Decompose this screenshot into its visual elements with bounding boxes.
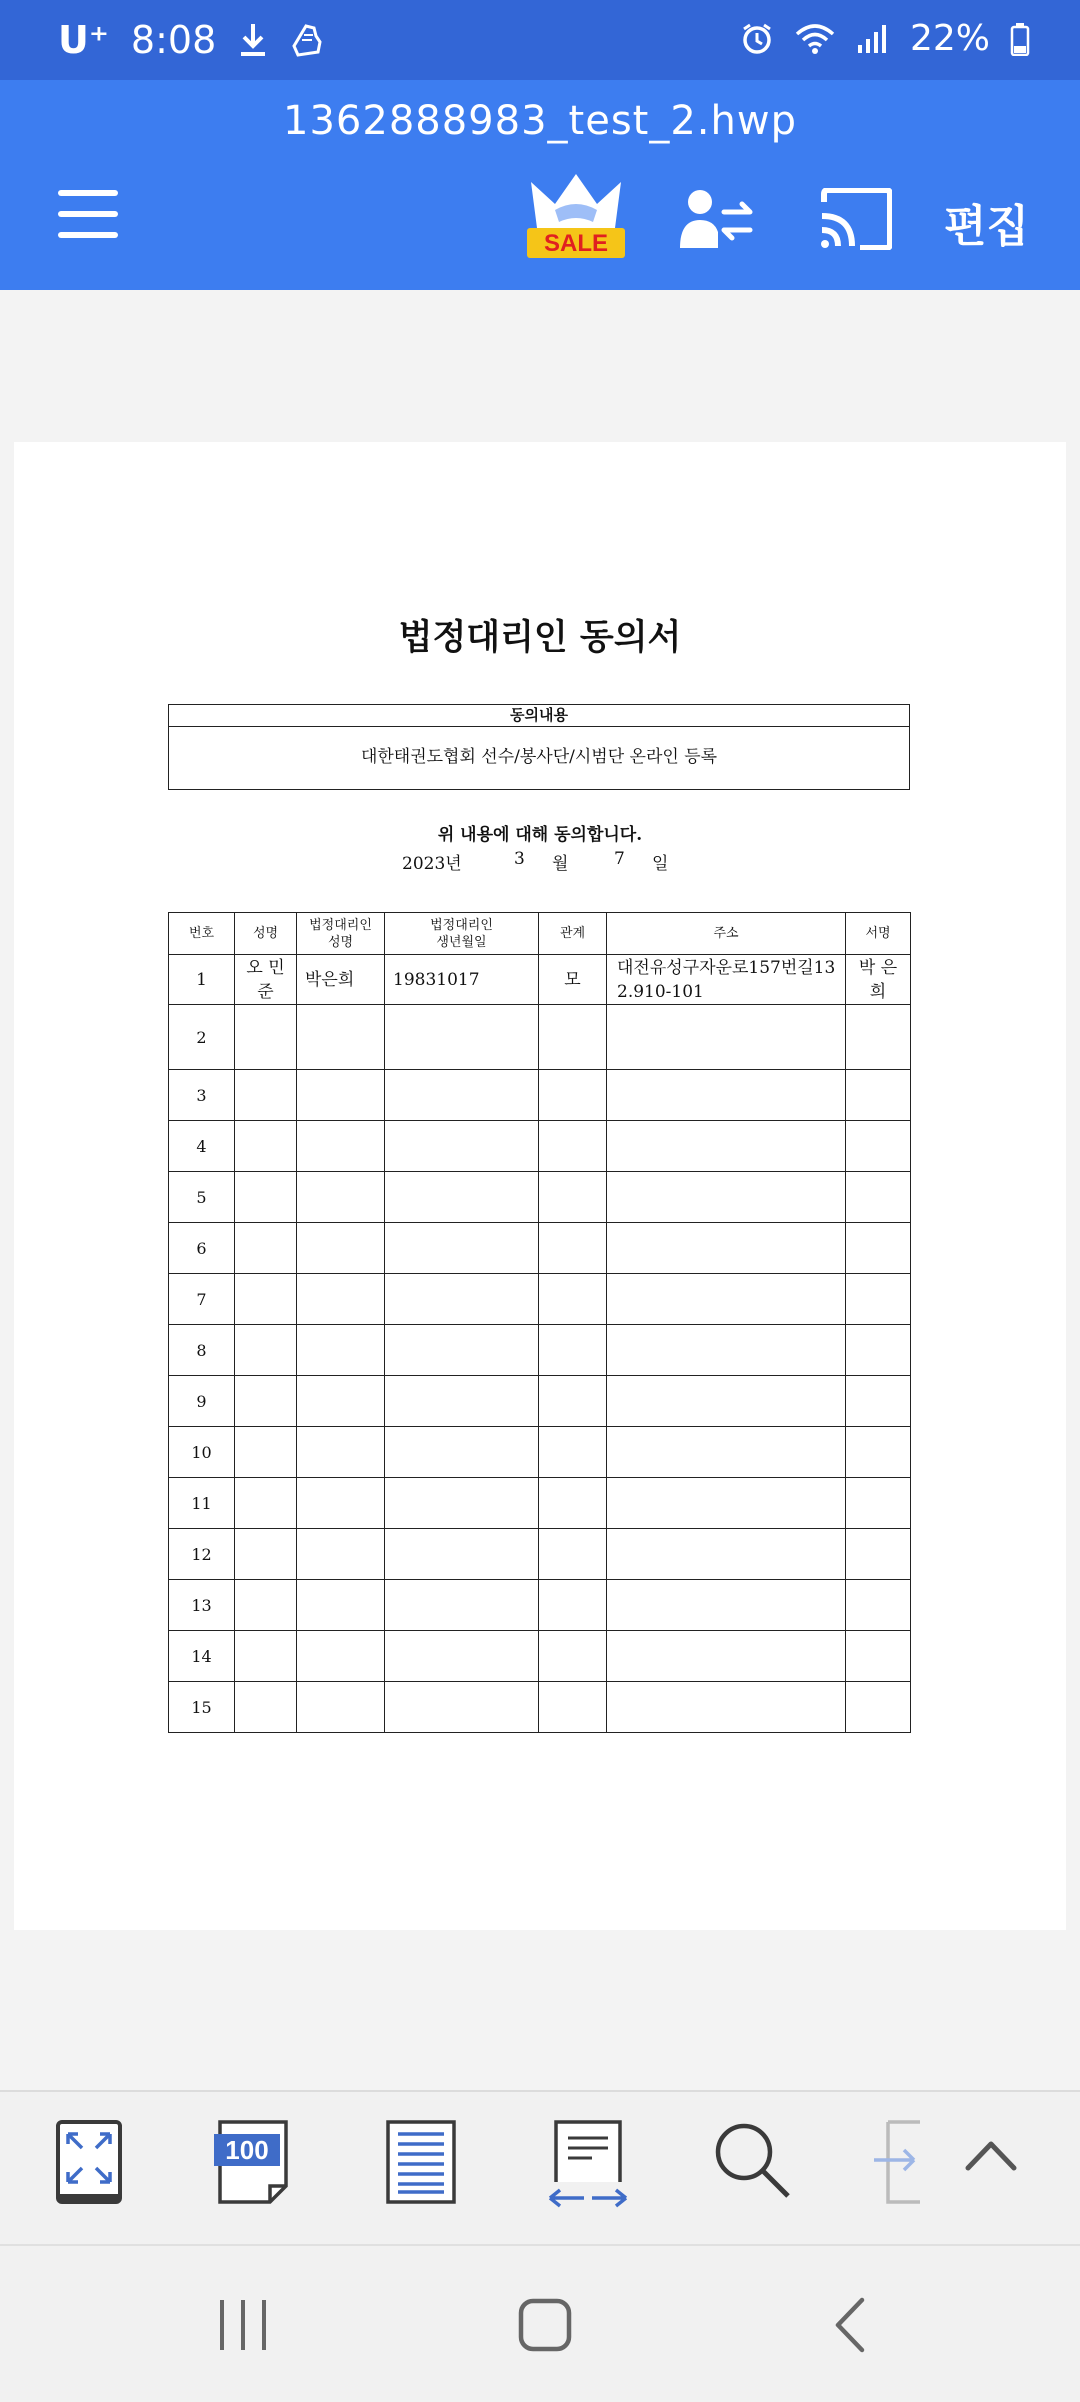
cell-relation bbox=[539, 1631, 607, 1682]
cell-name bbox=[235, 1427, 297, 1478]
fit-screen-icon bbox=[56, 2120, 122, 2204]
table-body bbox=[169, 955, 911, 1733]
page-width-button[interactable] bbox=[546, 2120, 630, 2216]
cell-signature bbox=[846, 1529, 911, 1580]
cell-guardian-name bbox=[297, 1005, 385, 1070]
cell-number: 9 bbox=[169, 1376, 235, 1427]
table-row bbox=[169, 1580, 911, 1631]
date-year: 2023년 bbox=[402, 854, 462, 874]
cell-address bbox=[607, 1223, 846, 1274]
cell-guardian-name bbox=[297, 1121, 385, 1172]
share-user-button[interactable] bbox=[680, 188, 754, 252]
cell-signature bbox=[846, 1682, 911, 1733]
table-row bbox=[169, 1682, 911, 1733]
table-row bbox=[169, 1223, 911, 1274]
cell-guardian-birth bbox=[385, 1223, 539, 1274]
cell-guardian-name bbox=[297, 1172, 385, 1223]
agree-text: 위 내용에 대해 동의합니다. bbox=[437, 825, 643, 845]
page-nav-icon bbox=[874, 2120, 920, 2204]
cell-guardian-birth bbox=[385, 1478, 539, 1529]
cell-relation bbox=[539, 1682, 607, 1733]
cell-signature bbox=[846, 1223, 911, 1274]
date-month: 3 bbox=[514, 849, 525, 869]
home-icon bbox=[518, 2298, 572, 2352]
cell-guardian-name bbox=[297, 1478, 385, 1529]
table-row bbox=[169, 1631, 911, 1682]
table-row bbox=[169, 1172, 911, 1223]
page-view-button[interactable] bbox=[386, 2120, 456, 2208]
date-line bbox=[402, 849, 668, 874]
cell-guardian-birth: 19831017 bbox=[385, 955, 539, 1005]
cell-address bbox=[607, 1580, 846, 1631]
cell-guardian-name: 박은희 bbox=[297, 955, 385, 1005]
header-signature: 서명 bbox=[846, 913, 911, 955]
cell-address bbox=[607, 1274, 846, 1325]
cell-guardian-birth bbox=[385, 1376, 539, 1427]
app-bar bbox=[0, 80, 1080, 290]
cell-guardian-birth bbox=[385, 1274, 539, 1325]
status-bar bbox=[0, 0, 1080, 80]
document-title: 법정대리인 동의서 bbox=[398, 617, 682, 658]
battery-icon bbox=[1010, 22, 1030, 56]
sale-label: SALE bbox=[543, 230, 608, 257]
cell-number: 4 bbox=[169, 1121, 235, 1172]
sale-button[interactable] bbox=[525, 170, 627, 262]
cell-relation bbox=[539, 1427, 607, 1478]
cell-signature bbox=[846, 1631, 911, 1682]
cell-guardian-name bbox=[297, 1223, 385, 1274]
cell-guardian-birth bbox=[385, 1325, 539, 1376]
consent-header: 동의내용 bbox=[169, 705, 909, 727]
cell-guardian-birth bbox=[385, 1427, 539, 1478]
cell-guardian-birth bbox=[385, 1005, 539, 1070]
cell-guardian-birth bbox=[385, 1529, 539, 1580]
table-row bbox=[169, 1529, 911, 1580]
cell-guardian-name bbox=[297, 1529, 385, 1580]
expand-toolbar-button[interactable] bbox=[964, 2138, 1018, 2178]
header-relation: 관계 bbox=[539, 913, 607, 955]
cell-address bbox=[607, 1682, 846, 1733]
date-day: 7 bbox=[614, 849, 625, 869]
date-day-unit: 일 bbox=[652, 854, 669, 874]
wifi-icon bbox=[794, 22, 836, 56]
cell-name bbox=[235, 1580, 297, 1631]
table-row bbox=[169, 1376, 911, 1427]
signal-icon bbox=[856, 23, 890, 55]
status-left bbox=[58, 18, 324, 62]
battery-percent: 22% bbox=[909, 18, 990, 59]
cell-name bbox=[235, 1005, 297, 1070]
signature-table bbox=[168, 912, 911, 1733]
cell-name bbox=[235, 1529, 297, 1580]
table-row bbox=[169, 955, 911, 1005]
cast-icon bbox=[820, 188, 892, 250]
zoom-100-button[interactable] bbox=[214, 2120, 290, 2208]
cell-number: 2 bbox=[169, 1005, 235, 1070]
cell-signature bbox=[846, 1274, 911, 1325]
cell-number: 7 bbox=[169, 1274, 235, 1325]
date-month-unit: 월 bbox=[552, 854, 569, 874]
page-nav-button[interactable] bbox=[874, 2120, 920, 2208]
cell-signature bbox=[846, 1427, 911, 1478]
cell-relation bbox=[539, 1223, 607, 1274]
cell-signature bbox=[846, 1005, 911, 1070]
cell-guardian-name bbox=[297, 1325, 385, 1376]
cell-number: 11 bbox=[169, 1478, 235, 1529]
cell-relation: 모 bbox=[539, 955, 607, 1005]
cell-number: 10 bbox=[169, 1427, 235, 1478]
cell-address bbox=[607, 1529, 846, 1580]
cell-address bbox=[607, 1631, 846, 1682]
header-address: 주소 bbox=[607, 913, 846, 955]
cell-guardian-name bbox=[297, 1070, 385, 1121]
cell-relation bbox=[539, 1325, 607, 1376]
back-button[interactable] bbox=[832, 2296, 866, 2358]
cell-number: 1 bbox=[169, 955, 235, 1005]
cell-relation bbox=[539, 1376, 607, 1427]
cell-name bbox=[235, 1070, 297, 1121]
table-row bbox=[169, 1005, 911, 1070]
alarm-icon bbox=[740, 22, 774, 56]
fit-screen-button[interactable] bbox=[56, 2120, 122, 2208]
cell-signature bbox=[846, 1121, 911, 1172]
cell-guardian-birth bbox=[385, 1172, 539, 1223]
recent-apps-icon bbox=[218, 2298, 268, 2352]
cell-guardian-birth bbox=[385, 1580, 539, 1631]
cell-signature bbox=[846, 1070, 911, 1121]
edit-button[interactable]: 편집 bbox=[944, 201, 1030, 252]
shoe-icon bbox=[290, 22, 324, 58]
cell-number: 6 bbox=[169, 1223, 235, 1274]
header-number: 번호 bbox=[169, 913, 235, 955]
cell-address bbox=[607, 1121, 846, 1172]
header-name: 성명 bbox=[235, 913, 297, 955]
cell-relation bbox=[539, 1529, 607, 1580]
cell-number: 15 bbox=[169, 1682, 235, 1733]
cell-relation bbox=[539, 1478, 607, 1529]
cell-address bbox=[607, 1070, 846, 1121]
cell-address bbox=[607, 1325, 846, 1376]
cell-signature bbox=[846, 1325, 911, 1376]
home-button[interactable] bbox=[518, 2298, 572, 2356]
cell-guardian-birth bbox=[385, 1121, 539, 1172]
cell-name bbox=[235, 1274, 297, 1325]
file-name: 1362888983_test_2.hwp bbox=[283, 98, 797, 144]
cell-name bbox=[235, 1631, 297, 1682]
navigation-bar bbox=[0, 2244, 1080, 2402]
cell-signature bbox=[846, 1172, 911, 1223]
cell-name bbox=[235, 1223, 297, 1274]
document-page bbox=[14, 442, 1066, 1930]
cell-guardian-name bbox=[297, 1631, 385, 1682]
cell-address bbox=[607, 1376, 846, 1427]
carrier-label: U⁺ bbox=[58, 18, 109, 62]
recent-apps-button[interactable] bbox=[218, 2298, 268, 2356]
header-guardian-name: 법정대리인 성명 bbox=[297, 913, 385, 955]
table-row bbox=[169, 1121, 911, 1172]
search-button[interactable] bbox=[712, 2120, 792, 2204]
cell-address bbox=[607, 1005, 846, 1070]
user-switch-icon bbox=[680, 188, 754, 252]
table-header-row bbox=[169, 913, 911, 955]
cell-number: 14 bbox=[169, 1631, 235, 1682]
hamburger-icon bbox=[58, 188, 118, 240]
cell-guardian-birth bbox=[385, 1631, 539, 1682]
page-view-icon bbox=[386, 2120, 456, 2204]
cell-relation bbox=[539, 1070, 607, 1121]
cell-guardian-name bbox=[297, 1580, 385, 1631]
table-row bbox=[169, 1070, 911, 1121]
cell-number: 3 bbox=[169, 1070, 235, 1121]
cell-signature bbox=[846, 1478, 911, 1529]
cell-name bbox=[235, 1376, 297, 1427]
cell-name bbox=[235, 1172, 297, 1223]
cell-number: 12 bbox=[169, 1529, 235, 1580]
cell-number: 8 bbox=[169, 1325, 235, 1376]
chevron-up-icon bbox=[964, 2138, 1018, 2174]
cell-relation bbox=[539, 1005, 607, 1070]
bottom-toolbar bbox=[0, 2090, 1080, 2246]
cell-name bbox=[235, 1682, 297, 1733]
menu-button[interactable] bbox=[58, 188, 118, 240]
cell-relation bbox=[539, 1580, 607, 1631]
cell-address bbox=[607, 1427, 846, 1478]
back-icon bbox=[832, 2296, 866, 2354]
cell-guardian-birth bbox=[385, 1070, 539, 1121]
cell-guardian-name bbox=[297, 1682, 385, 1733]
cell-number: 5 bbox=[169, 1172, 235, 1223]
cell-name: 오 민 준 bbox=[235, 955, 297, 1005]
table-row bbox=[169, 1427, 911, 1478]
table-row bbox=[169, 1325, 911, 1376]
cell-relation bbox=[539, 1274, 607, 1325]
cell-guardian-birth bbox=[385, 1682, 539, 1733]
page-width-icon bbox=[546, 2120, 630, 2212]
consent-box bbox=[168, 704, 910, 790]
search-icon bbox=[712, 2120, 792, 2200]
cell-name bbox=[235, 1325, 297, 1376]
zoom-100-label: 100 bbox=[225, 2135, 269, 2165]
cell-address bbox=[607, 1478, 846, 1529]
table-row bbox=[169, 1274, 911, 1325]
cell-relation bbox=[539, 1121, 607, 1172]
status-right bbox=[740, 18, 1030, 59]
cell-signature bbox=[846, 1376, 911, 1427]
table-row bbox=[169, 1478, 911, 1529]
cell-relation bbox=[539, 1172, 607, 1223]
cell-signature bbox=[846, 1580, 911, 1631]
cell-name bbox=[235, 1121, 297, 1172]
cell-guardian-name bbox=[297, 1427, 385, 1478]
clock: 8:08 bbox=[130, 18, 217, 62]
cell-number: 13 bbox=[169, 1580, 235, 1631]
consent-body: 대한태권도협회 선수/봉사단/시범단 온라인 등록 bbox=[360, 747, 718, 767]
cell-signature: 박 은 희 bbox=[846, 955, 911, 1005]
cast-button[interactable] bbox=[820, 188, 892, 250]
cell-name bbox=[235, 1478, 297, 1529]
header-guardian-birth: 법정대리인 생년월일 bbox=[385, 913, 539, 955]
cell-address bbox=[607, 1172, 846, 1223]
cell-guardian-name bbox=[297, 1376, 385, 1427]
cell-guardian-name bbox=[297, 1274, 385, 1325]
cell-address: 대전유성구자운로157번길13 2.910-101 bbox=[607, 955, 846, 1005]
download-icon bbox=[238, 22, 268, 58]
